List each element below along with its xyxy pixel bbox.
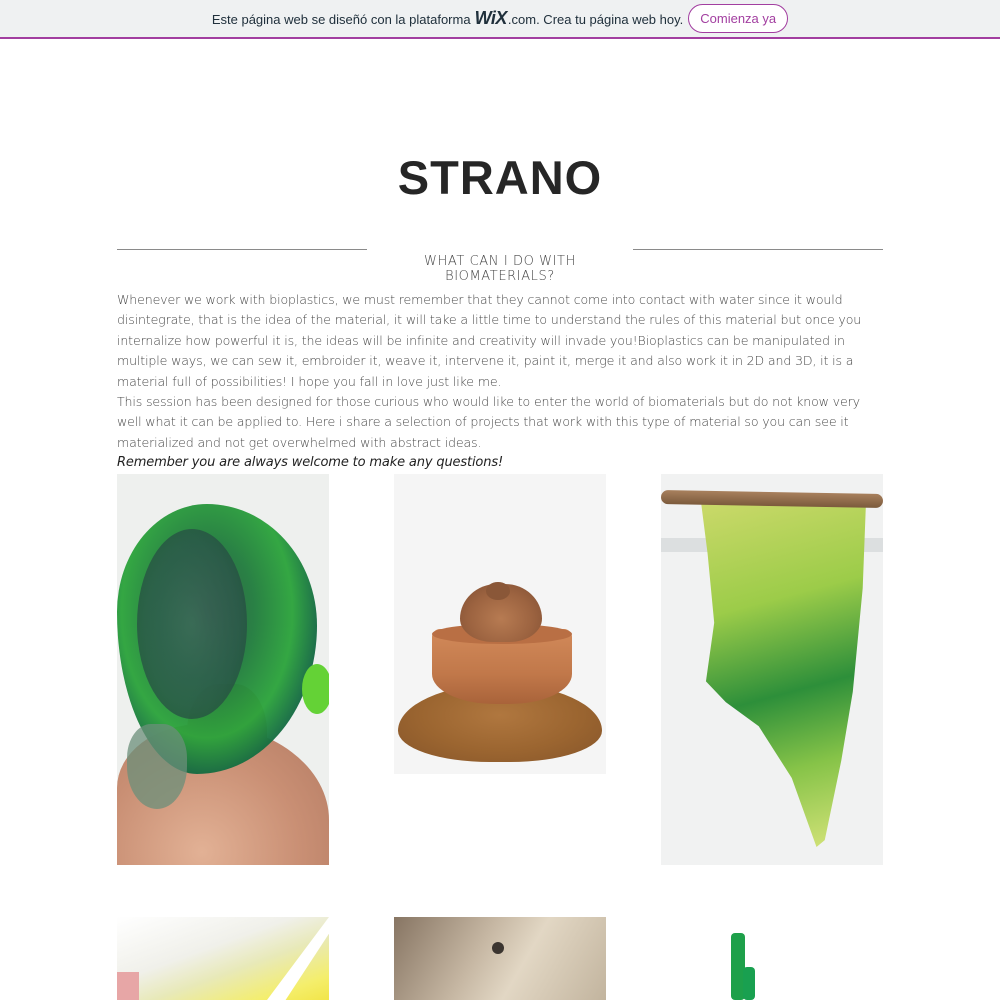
divider-left bbox=[117, 249, 367, 250]
face-shadow-shape bbox=[137, 529, 247, 719]
pine-cone-bowl-image[interactable] bbox=[394, 474, 606, 774]
white-wedge-shape bbox=[267, 917, 329, 1000]
wix-banner-text-before: Este página web se diseñó con la plataforma bbox=[211, 12, 471, 27]
start-now-button[interactable]: Comienza ya bbox=[688, 4, 788, 33]
site-title: STRANO bbox=[397, 151, 603, 204]
green-hanging-bioplastic-image[interactable] bbox=[661, 474, 883, 865]
divider-right bbox=[633, 249, 883, 250]
wix-banner-text-after: .com. Crea tu página web hoy. bbox=[507, 12, 684, 27]
intro-paragraph-2: This session has been designed for those curious who would like to enter the world of biomaterials but do not know very well what it can be applied to. Here i share a selection of projects that work with this type of material so you can see it materialized and not get overwhelmed with abstract ideas. bbox=[117, 394, 860, 450]
green-hook-tip-shape bbox=[743, 967, 755, 1000]
drip-shape bbox=[127, 724, 187, 809]
wix-banner-message bbox=[212, 8, 683, 29]
pink-patch-shape bbox=[117, 972, 139, 1000]
wooden-stick-shape bbox=[661, 490, 883, 508]
pine-cone-tip-shape bbox=[486, 582, 510, 600]
green-hook-image[interactable] bbox=[661, 917, 883, 1000]
intro-paragraph-1: Whenever we work with bioplastics, we must remember that they cannot come into contact with water since it would disintegrate, that is the idea of the material, it will take a little time to understand the rules of this material but once you internalize how powerful it is, the ideas will be infinite and creativity will invade you!Bioplastics can be manipulated in multiple ways, we can sew it, embroider it, weave it, intervene it, paint it, merge it and also work it in 2D and 3D, it is a material full of possibilities! I hope you fall in love just like me. bbox=[117, 292, 862, 389]
wix-promo-banner bbox=[0, 0, 1000, 39]
highlight-shape bbox=[302, 664, 329, 714]
wix-logo[interactable]: WiX bbox=[474, 8, 507, 28]
green-bioplastic-face-image[interactable] bbox=[117, 474, 329, 865]
dark-dot-shape bbox=[492, 942, 504, 954]
section-subtitle: WHAT CAN I DO WITH BIOMATERIALS? bbox=[424, 254, 576, 284]
bioplastic-cloth-shape bbox=[701, 502, 866, 847]
closing-note: Remember you are always welcome to make any questions! bbox=[117, 455, 504, 471]
yellow-bioplastic-image[interactable] bbox=[117, 917, 329, 1000]
intro-text bbox=[117, 290, 887, 474]
beige-bioplastic-image[interactable] bbox=[394, 917, 606, 1000]
